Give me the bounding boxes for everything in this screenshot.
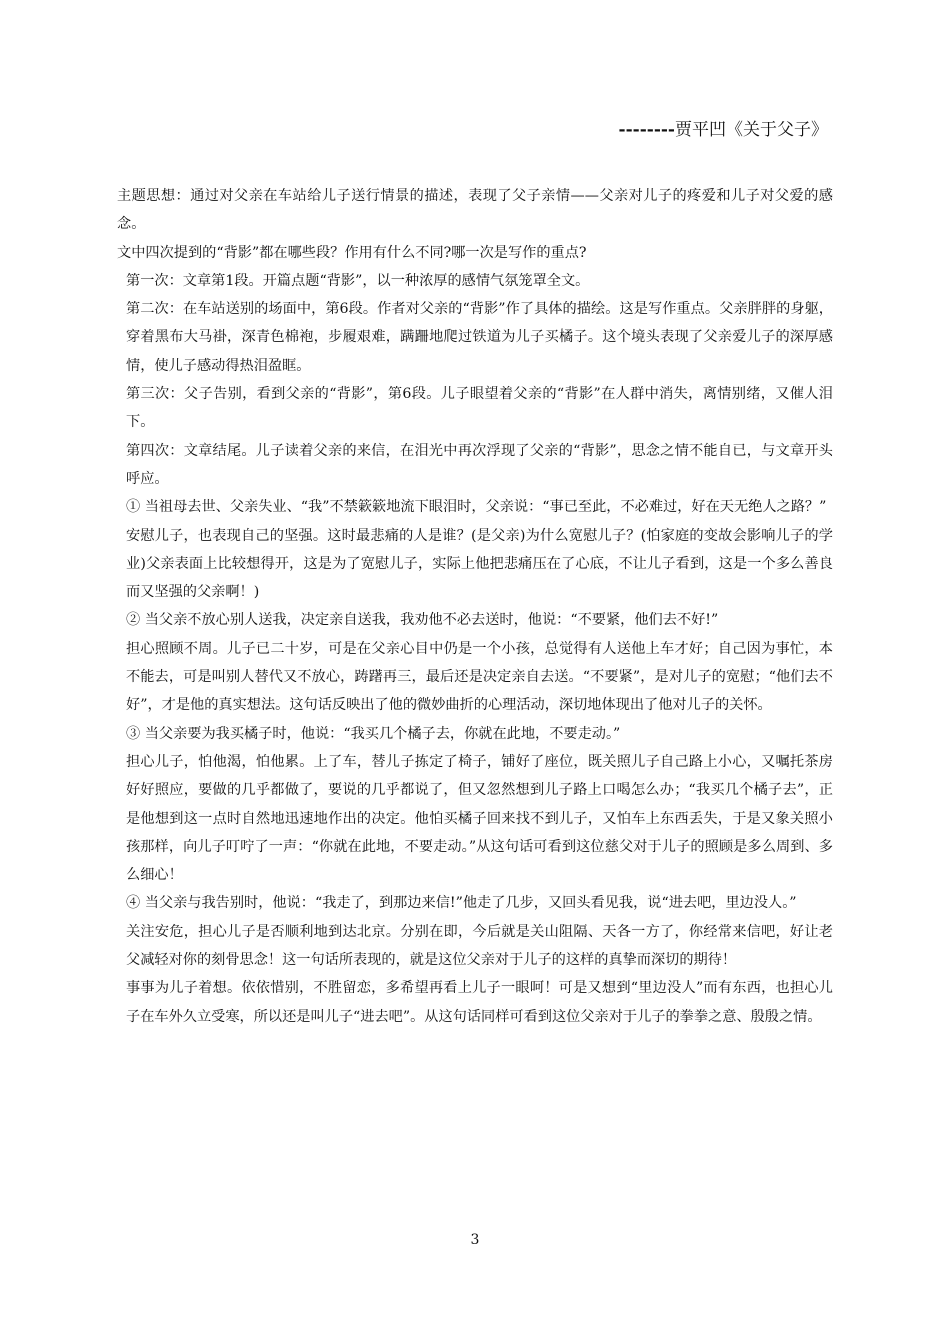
paragraph-question: 文中四次提到的“背影”都在哪些段？作用有什么不同?哪一次是写作的重点? [117, 244, 587, 261]
paragraph-analysis-4: 关注安危，担心儿子是否顺利地到达北京。分别在即，今后就是关山阻隔、天各一方了，你经常来信吧，好让老父减轻对你的刻骨思念！这一句话所表现的，就是这位父亲对于儿子的这样的真挚而深切的期待！ [126, 923, 833, 969]
paragraph-analysis-1: 安慰儿子，也表现自己的坚强。这时最悲痛的人是谁？(是父亲)为什么宽慰儿子？(怕家庭的变故会影响儿子的学业)父亲表面上比较想得开，这是为了宽慰儿子，实际上他把悲痛压在了心底，不让儿子看到，这是一个多么善良而又坚强的父亲啊！) [126, 527, 833, 601]
paragraph-analysis-3: 担心儿子，怕他渴，怕他累。上了车，替儿子拣定了椅子，铺好了座位，既关照儿子自己路上小心，又嘱托茶房好好照应，要做的几乎都做了，要说的几乎都说了，但又忽然想到儿子路上口喝怎么办；“我买几个橘子去”，正是他想到这一点时自然地迅速地作出的决定。他怕买橘子回来找不到儿子，又怕车上东西丢失，于是又象关照小孩那样，向儿子叮咛了一声：“你就在此地，不要走动。”从这句话可看到这位慈父对于儿子的照顾是多么周到、多么细心！ [126, 753, 833, 884]
attribution-dashes: -------- [618, 120, 675, 140]
paragraph-third-time: 第三次：父子告别，看到父亲的“背影”，第6段。儿子眼望着父亲的“背影”在人群中消失，离情别绪，又催人泪下。 [126, 386, 833, 431]
page-number: 3 [470, 1232, 480, 1248]
paragraph-analysis-5: 事事为儿子着想。依依惜别，不胜留恋，多希望再看上儿子一眼呵！可是又想到“里边没人”而有东西，也担心儿子在车外久立受寒，所以还是叫儿子“进去吧”。从这句话同样可看到这位父亲对于儿子的拳拳之意、殷殷之情。 [126, 980, 833, 1025]
paragraph-theme: 主题思想：通过对父亲在车站给儿子送行情景的描述，表现了父子亲情——父亲对儿子的疼爱和儿子对父爱的感念。 [117, 188, 833, 233]
paragraph-quote-3: ③ 当父亲要为我买橘子时，他说：“我买几个橘子去，你就在此地，不要走动。” [126, 725, 621, 742]
paragraph-quote-2: ② 当父亲不放心别人送我，决定亲自送我，我劝他不必去送时，他说：“不要紧，他们去不好!” [126, 612, 719, 629]
paragraph-second-time: 第二次：在车站送别的场面中，第6段。作者对父亲的“背影”作了具体的描绘。这是写作重点。父亲胖胖的身躯，穿着黑布大马褂，深青色棉袍，步履艰难，蹒跚地爬过铁道为儿子买橘子。这个境头表现了父亲爱儿子的深厚感情，使儿子感动得热泪盈眶。 [126, 301, 833, 374]
paragraph-analysis-2: 担心照顾不周。儿子已二十岁，可是在父亲心目中仍是一个小孩，总觉得有人送他上车才好；自己因为事忙，本不能去，可是叫别人替代又不放心，踌躇再三，最后还是决定亲自去送。“不要紧”，是对儿子的宽慰；“他们去不好”，才是他的真实想法。这句话反映出了他的微妙曲折的心理活动，深切地体现出了他对儿子的关怀。 [126, 640, 833, 714]
attribution [619, 116, 828, 144]
attribution-text: 贾平凹《关于父子》 [675, 120, 828, 140]
paragraph-quote-1: ① 当祖母去世、父亲失业、“我”不禁簌簌地流下眼泪时，父亲说：“事已至此，不必难过，好在天无绝人之路？” [126, 499, 827, 516]
paragraph-first-time: 第一次：文章第1段。开篇点题“背影”，以一种浓厚的感情气氛笼罩全文。 [126, 272, 590, 289]
paragraph-quote-4: ④ 当父亲与我告别时，他说：“我走了，到那边来信!”他走了几步，又回头看见我，说“进去吧，里边没人。” [126, 895, 797, 912]
body-text [117, 182, 833, 1031]
paragraph-fourth-time: 第四次：文章结尾。儿子读着父亲的来信，在泪光中再次浮现了父亲的“背影”，思念之情不能自已，与文章开头呼应。 [126, 442, 833, 487]
